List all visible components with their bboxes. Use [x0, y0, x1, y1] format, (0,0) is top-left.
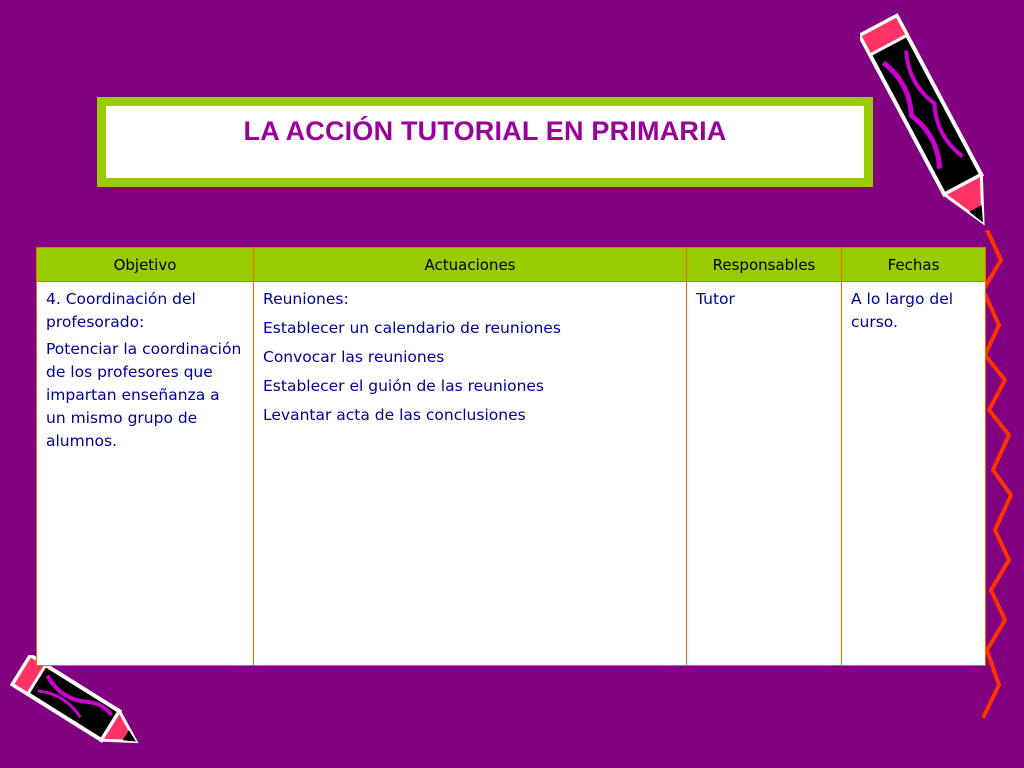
objetivo-heading: 4. Coordinación del profesorado: [46, 290, 196, 331]
cell-objetivo [37, 282, 254, 666]
title-frame [97, 97, 873, 187]
table-header-row [37, 248, 986, 282]
header-responsables: Responsables [687, 248, 842, 282]
cell-actuaciones [254, 282, 687, 666]
table-row [37, 282, 986, 666]
pencil-top-right-icon [860, 8, 1000, 243]
cell-fechas [842, 282, 986, 666]
responsables-value: Tutor [696, 290, 735, 308]
fechas-value: A lo largo del curso. [851, 290, 954, 331]
header-objetivo: Objetivo [37, 248, 254, 282]
tutorial-table [36, 247, 986, 666]
actuacion-item: Levantar acta de las conclusiones [263, 406, 526, 424]
actuacion-item: Convocar las reuniones [263, 348, 445, 366]
cell-responsables [687, 282, 842, 666]
pencil-bottom-left-icon [0, 655, 150, 760]
actuacion-item: Establecer el guión de las reuniones [263, 377, 545, 395]
page-title: LA ACCIÓN TUTORIAL EN PRIMARIA [243, 116, 727, 146]
actuacion-item: Reuniones: [263, 290, 349, 308]
actuacion-item: Establecer un calendario de reuniones [263, 319, 561, 337]
header-actuaciones: Actuaciones [254, 248, 687, 282]
objetivo-description: Potenciar la coordinación de los profesores que impartan enseñanza a un mismo grupo de alumnos. [46, 340, 242, 450]
header-fechas: Fechas [842, 248, 986, 282]
title-box [106, 106, 864, 178]
